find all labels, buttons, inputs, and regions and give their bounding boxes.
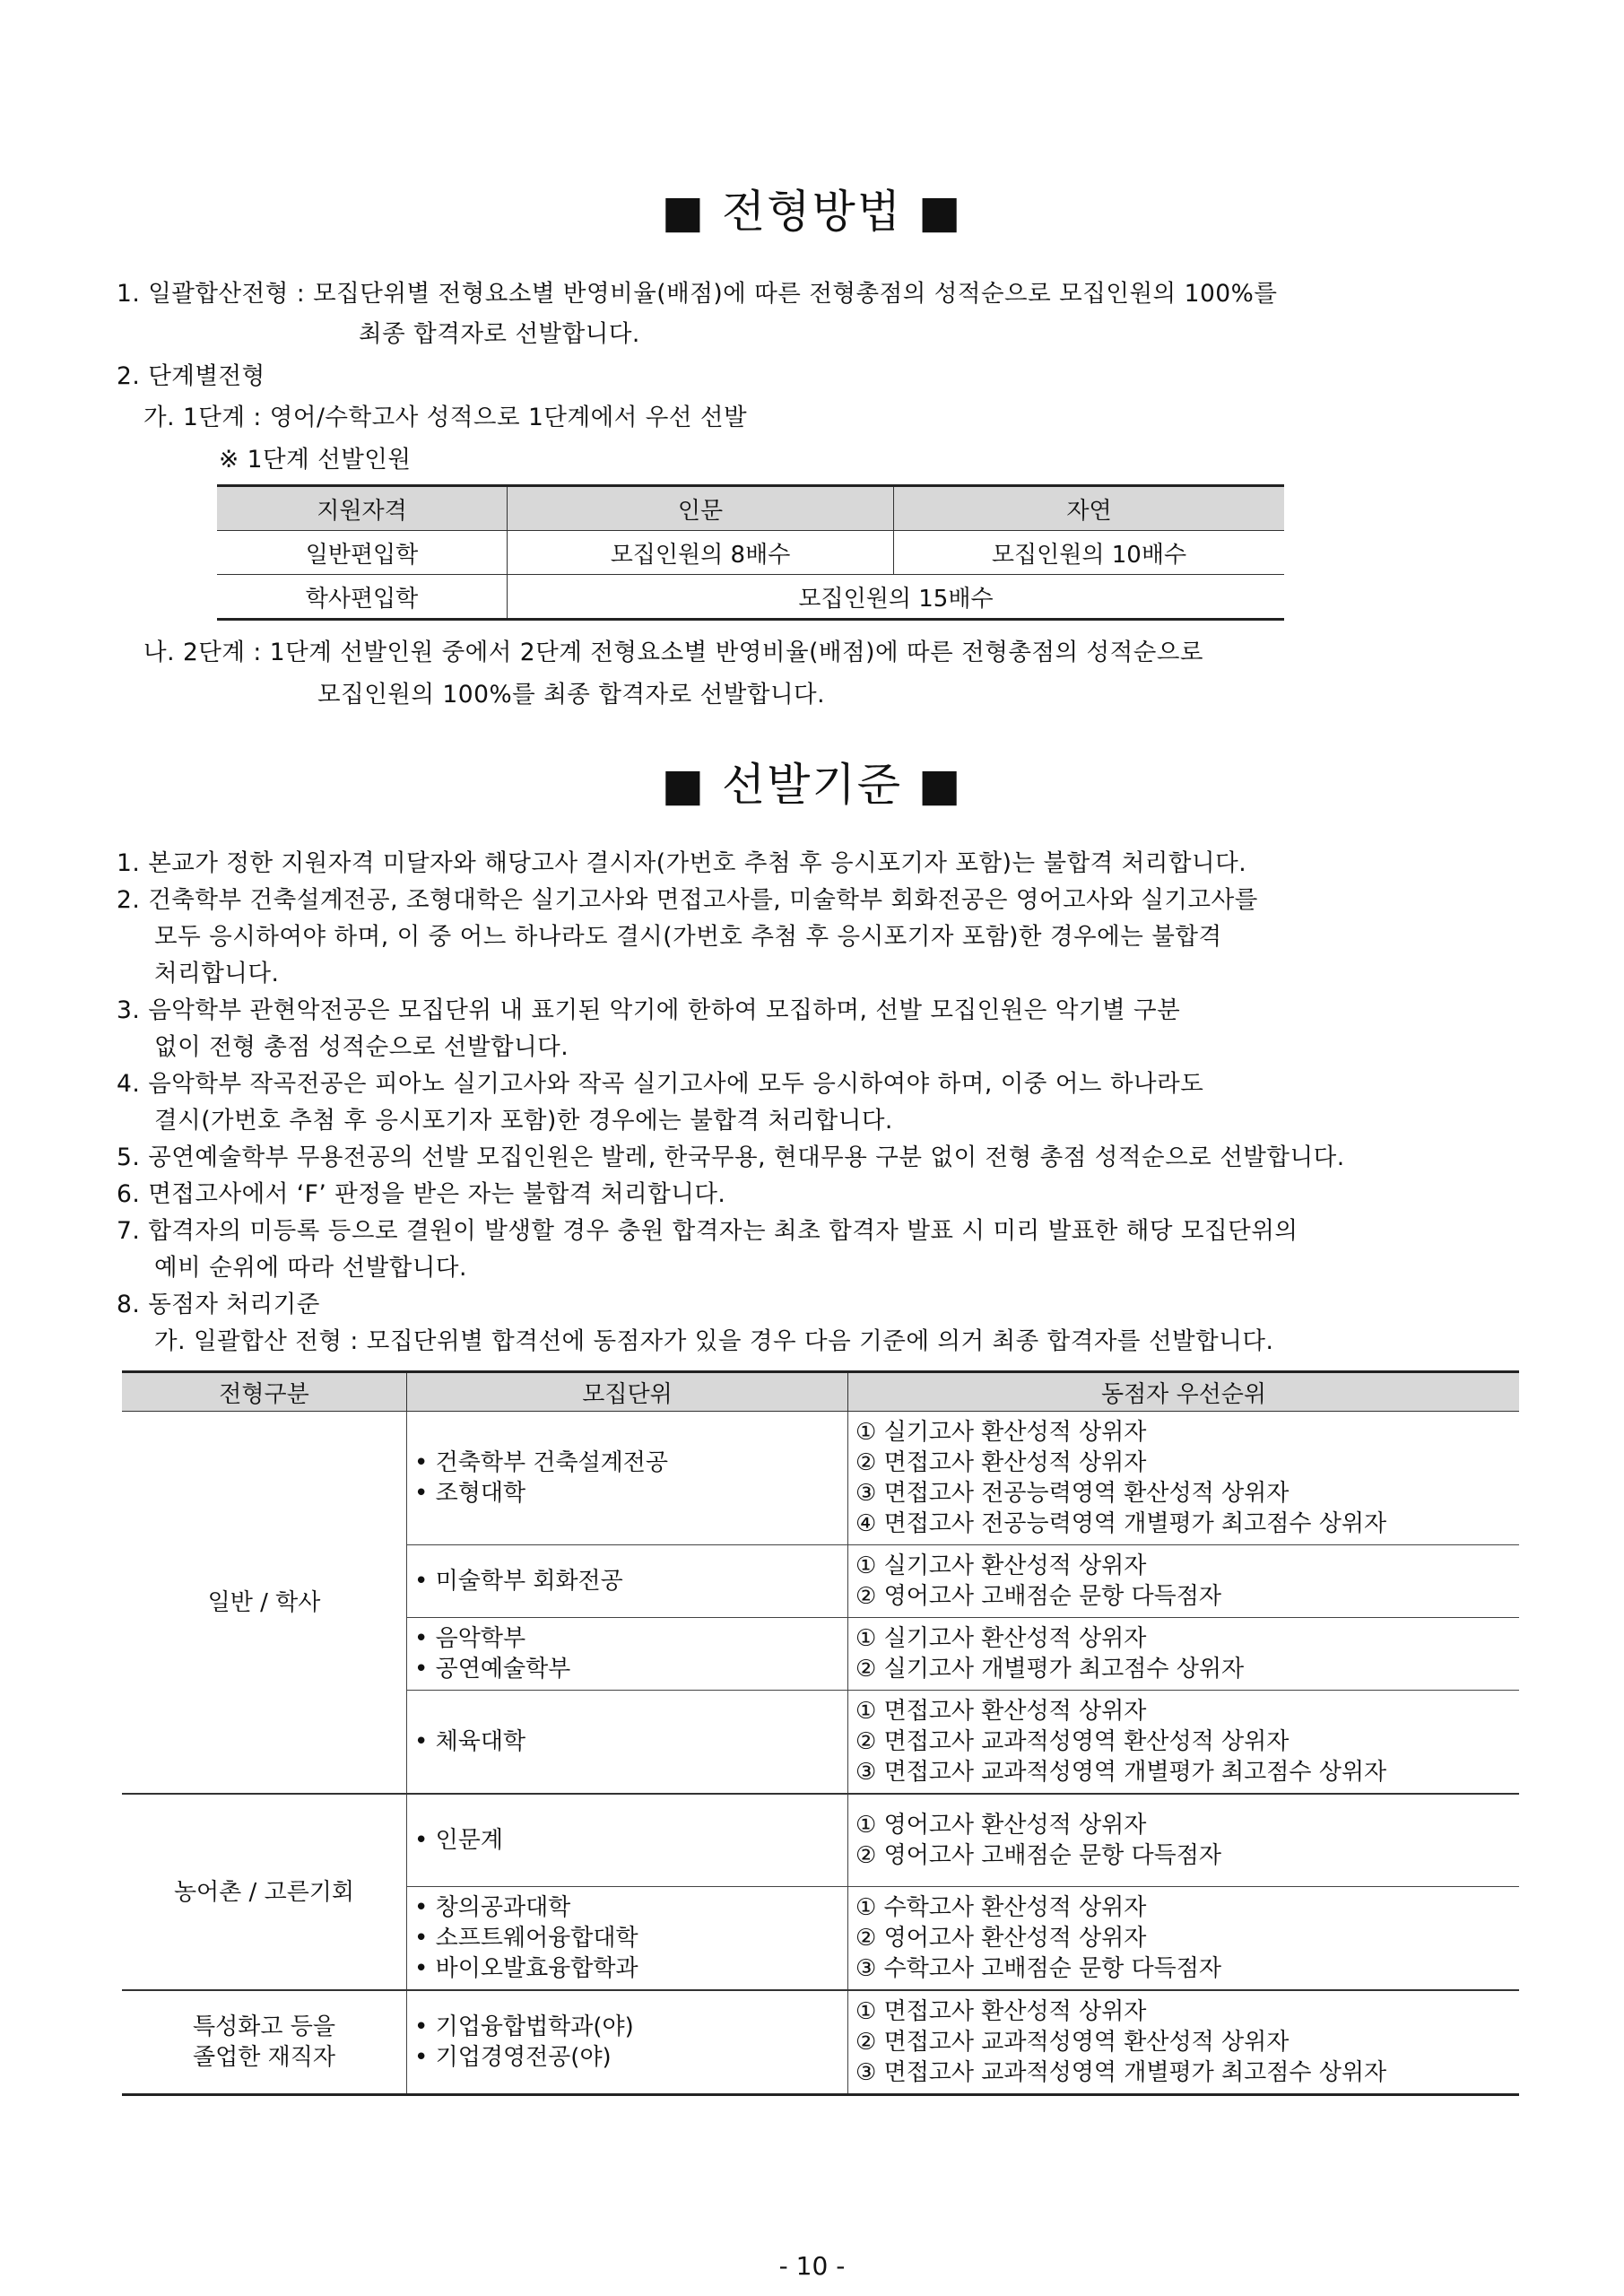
col-header: 모집단위 <box>407 1372 848 1412</box>
tie-break-table <box>122 1370 1519 2096</box>
priority-item: ② 면접고사 환산성적 상위자 <box>855 1449 1147 1476</box>
unit-item: • 창의공과대학 <box>414 1894 571 1921</box>
unit-cell <box>407 1990 848 2095</box>
priority-cell <box>848 1618 1520 1691</box>
criteria-line: 3. 음악학부 관현악전공은 모집단위 내 표기된 악기에 한하여 모집하며, 선발 모집인원은 악기별 구분 <box>117 996 1181 1024</box>
method-item-2a: 가. 1단계 : 영어/수학고사 성적으로 1단계에서 우선 선발 <box>143 404 748 431</box>
criteria-line: 없이 전형 총점 성적순으로 선발합니다. <box>154 1033 569 1061</box>
priority-item: ① 면접고사 환산성적 상위자 <box>855 1698 1147 1725</box>
unit-cell <box>407 1691 848 1795</box>
table-row <box>122 1990 1519 2095</box>
table-cell: 학사편입학 <box>217 575 508 620</box>
criteria-line: 8. 동점자 처리기준 <box>117 1291 320 1318</box>
criteria-line: 가. 일괄합산 전형 : 모집단위별 합격선에 동점자가 있을 경우 다음 기준에 의거 최종 합격자를 선발합니다. <box>154 1327 1274 1355</box>
unit-item: • 바이오발효융합학과 <box>414 1955 638 1982</box>
criteria-line: 모두 응시하여야 하며, 이 중 어느 하나라도 결시(가번호 추첨 후 응시포기자 포함)한 경우에는 불합격 <box>154 923 1222 951</box>
unit-item: • 음악학부 <box>414 1625 526 1652</box>
category-cell: 농어촌 / 고른기회 <box>122 1794 407 1990</box>
table-header-row <box>217 486 1284 531</box>
unit-cell <box>407 1794 848 1887</box>
unit-item: • 미술학부 회화전공 <box>414 1568 623 1595</box>
criteria-line: 처리합니다. <box>154 960 280 987</box>
table-cell: 모집인원의 15배수 <box>508 575 1285 620</box>
unit-item: • 체육대학 <box>414 1728 526 1755</box>
category-cell <box>122 1990 407 2095</box>
unit-item: • 조형대학 <box>414 1480 526 1507</box>
table-row <box>122 1794 1519 1887</box>
table-cell: 일반편입학 <box>217 531 508 575</box>
priority-cell <box>848 1887 1520 1991</box>
category-line: 특성화고 등을 <box>193 2013 335 2040</box>
table-cell: 모집인원의 8배수 <box>508 531 894 575</box>
criteria-line: 예비 순위에 따라 선발합니다. <box>154 1254 467 1282</box>
criteria-line: 2. 건축학부 건축설계전공, 조형대학은 실기고사와 면접고사를, 미술학부 회화전공은 영어고사와 실기고사를 <box>117 886 1258 914</box>
page-number: - 10 - <box>778 2251 846 2281</box>
priority-item: ① 영어고사 환산성적 상위자 <box>855 1812 1147 1839</box>
priority-item: ② 영어고사 고배점순 문항 다득점자 <box>855 1583 1221 1610</box>
priority-item: ④ 면접고사 전공능력영역 개별평가 최고점수 상위자 <box>855 1510 1387 1537</box>
priority-item: ③ 면접고사 전공능력영역 환산성적 상위자 <box>855 1480 1290 1507</box>
priority-item: ① 면접고사 환산성적 상위자 <box>855 1998 1147 2025</box>
priority-item: ① 실기고사 환산성적 상위자 <box>855 1419 1147 1446</box>
unit-item: • 공연예술학부 <box>414 1656 571 1683</box>
category-cell: 일반 / 학사 <box>122 1412 407 1795</box>
table-header-row <box>122 1372 1519 1412</box>
col-header: 지원자격 <box>217 486 508 531</box>
priority-cell <box>848 1794 1520 1887</box>
criteria-line: 4. 음악학부 작곡전공은 피아노 실기고사와 작곡 실기고사에 모두 응시하여야 하며, 이중 어느 하나라도 <box>117 1070 1204 1098</box>
method-item-2b-cont: 모집인원의 100%를 최종 합격자로 선발합니다. <box>317 681 826 709</box>
unit-item: • 인문계 <box>414 1827 503 1854</box>
col-header: 인문 <box>508 486 894 531</box>
priority-item: ③ 면접고사 교과적성영역 개별평가 최고점수 상위자 <box>855 1759 1387 1786</box>
priority-item: ② 면접고사 교과적성영역 환산성적 상위자 <box>855 2029 1290 2056</box>
criteria-line: 6. 면접고사에서 ‘F’ 판정을 받은 자는 불합격 처리합니다. <box>117 1180 726 1208</box>
priority-item: ② 면접고사 교과적성영역 환산성적 상위자 <box>855 1728 1290 1755</box>
section-title-method: ■ 전형방법 ■ <box>661 186 963 238</box>
priority-item: ① 수학고사 환산성적 상위자 <box>855 1894 1147 1921</box>
priority-item: ② 영어고사 고배점순 문항 다득점자 <box>855 1842 1221 1869</box>
unit-item: • 건축학부 건축설계전공 <box>414 1449 669 1476</box>
criteria-line: 5. 공연예술학부 무용전공의 선발 모집인원은 발레, 한국무용, 현대무용 구분 없이 전형 총점 성적순으로 선발합니다. <box>117 1144 1345 1171</box>
priority-cell <box>848 1545 1520 1618</box>
priority-item: ② 영어고사 환산성적 상위자 <box>855 1925 1147 1952</box>
col-header: 자연 <box>894 486 1285 531</box>
method-item-1: 1. 일괄합산전형 : 모집단위별 전형요소별 반영비율(배점)에 따른 전형총점의 성적순으로 모집인원의 100%를 <box>117 280 1278 308</box>
method-item-1-cont: 최종 합격자로 선발합니다. <box>359 320 640 348</box>
priority-item: ① 실기고사 환산성적 상위자 <box>855 1625 1147 1652</box>
table-row <box>217 575 1284 620</box>
priority-cell <box>848 1412 1520 1545</box>
method-item-2b: 나. 2단계 : 1단계 선발인원 중에서 2단계 전형요소별 반영비율(배점)에 따른 전형총점의 성적순으로 <box>143 639 1204 666</box>
priority-item: ② 실기고사 개별평가 최고점수 상위자 <box>855 1656 1245 1683</box>
criteria-line: 결시(가번호 추첨 후 응시포기자 포함)한 경우에는 불합격 처리합니다. <box>154 1107 893 1135</box>
priority-item: ③ 수학고사 고배점순 문항 다득점자 <box>855 1955 1221 1982</box>
priority-cell <box>848 1990 1520 2095</box>
unit-cell <box>407 1618 848 1691</box>
criteria-line: 7. 합격자의 미등록 등으로 결원이 발생할 경우 충원 합격자는 최초 합격자 발표 시 미리 발표한 해당 모집단위의 <box>117 1217 1298 1245</box>
table-row <box>122 1412 1519 1545</box>
stage1-selection-table <box>217 484 1284 621</box>
unit-item: • 기업융합법학과(야) <box>414 2013 634 2040</box>
col-header: 전형구분 <box>122 1372 407 1412</box>
priority-cell <box>848 1691 1520 1795</box>
unit-cell <box>407 1887 848 1991</box>
priority-item: ③ 면접고사 교과적성영역 개별평가 최고점수 상위자 <box>855 2059 1387 2086</box>
unit-cell <box>407 1412 848 1545</box>
col-header: 동점자 우선순위 <box>848 1372 1520 1412</box>
priority-item: ① 실기고사 환산성적 상위자 <box>855 1552 1147 1579</box>
unit-item: • 소프트웨어융합대학 <box>414 1925 638 1952</box>
category-line: 졸업한 재직자 <box>193 2044 335 2071</box>
method-item-2: 2. 단계별전형 <box>117 362 265 390</box>
method-note: ※ 1단계 선발인원 <box>219 446 412 474</box>
table-row <box>217 531 1284 575</box>
table-cell: 모집인원의 10배수 <box>894 531 1285 575</box>
section-title-criteria: ■ 선발기준 ■ <box>661 759 963 811</box>
unit-cell <box>407 1545 848 1618</box>
unit-item: • 기업경영전공(야) <box>414 2044 612 2071</box>
criteria-line: 1. 본교가 정한 지원자격 미달자와 해당고사 결시자(가번호 추첨 후 응시포기자 포함)는 불합격 처리합니다. <box>117 849 1247 877</box>
